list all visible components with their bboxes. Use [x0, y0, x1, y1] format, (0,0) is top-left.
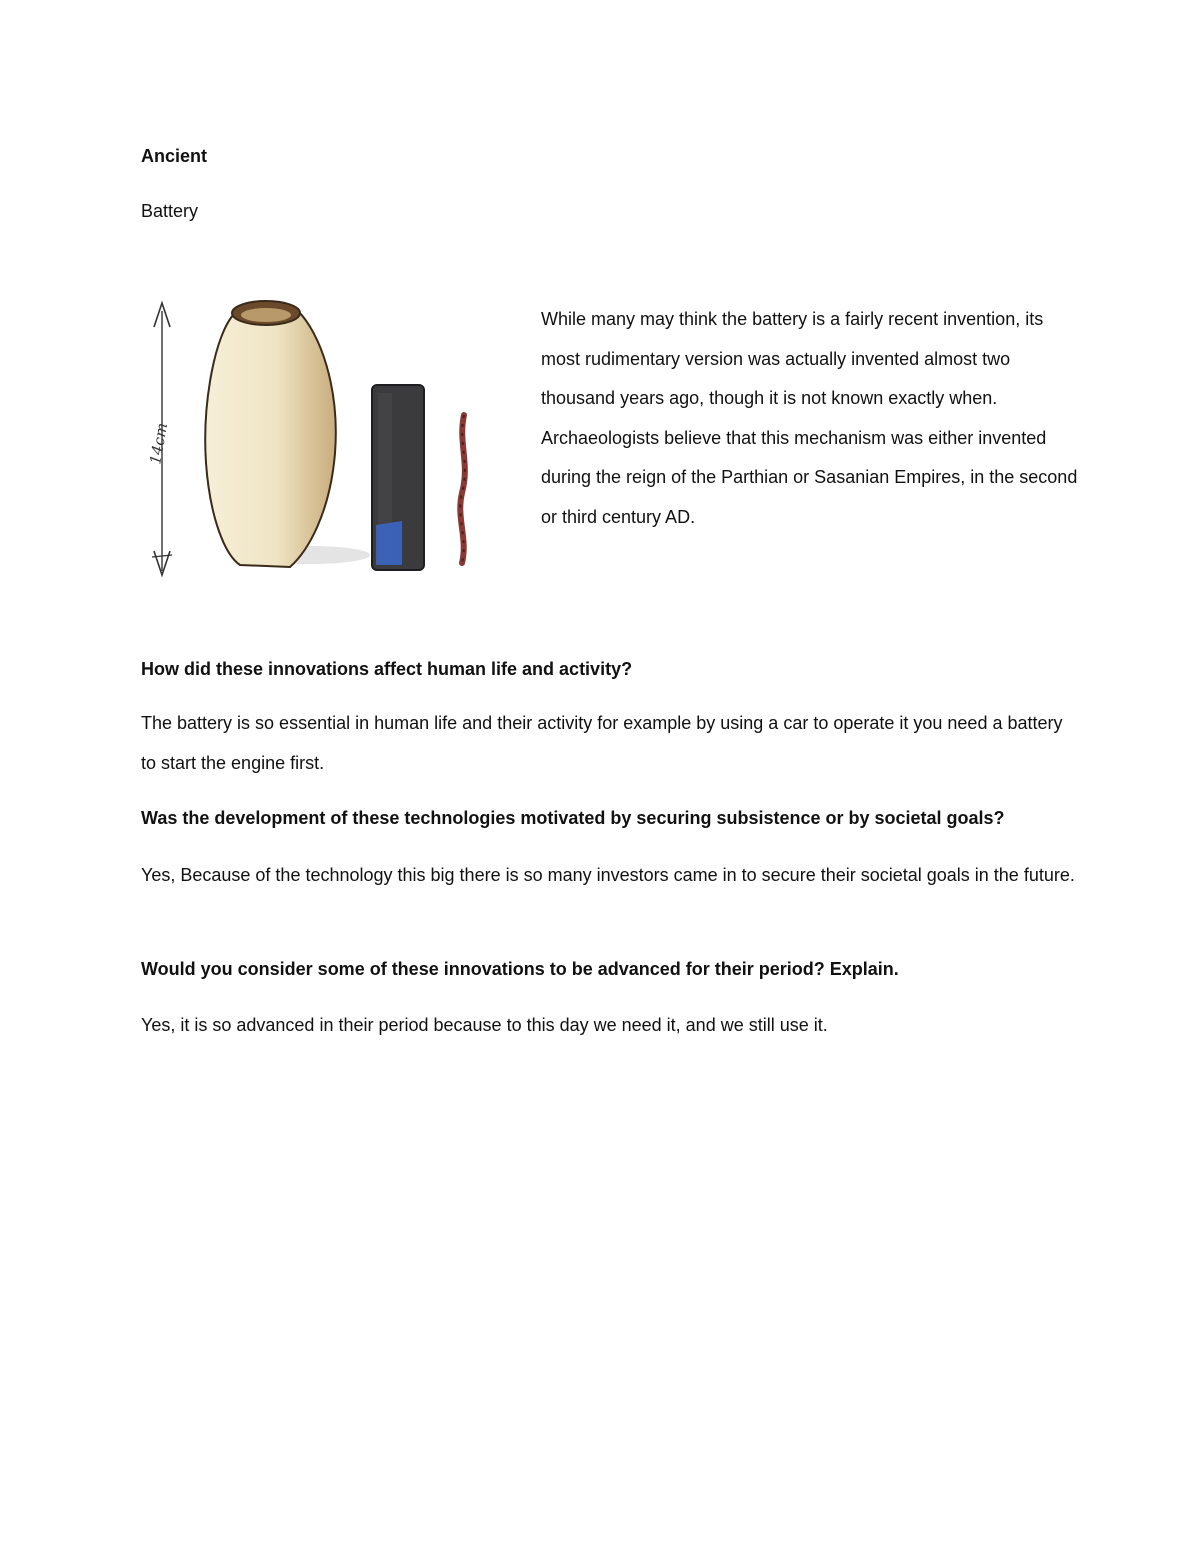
intro-paragraph: While many may think the battery is a fairly recent invention, its most rudimentary version was actually invented almost two thousand years ago, though it is not known exactly when. Archaeologists believe that this mechanism was either invented during the reign of the Parthian or Sasanian Empires, in the second or third century AD.: [541, 309, 1078, 527]
document-title: Ancient: [141, 146, 208, 166]
answer-3: Yes, it is so advanced in their period because to this day we need it, and we still use it.: [141, 1015, 828, 1035]
answer-2: Yes, Because of the technology this big there is so many investors came in to secure their societal goals in the future.: [141, 865, 1075, 885]
answer-1: The battery is so essential in human life and their activity for example by using a car to operate it you need a battery to start the engine first.: [141, 713, 1063, 773]
baghdad-battery-drawing-icon: [140, 293, 520, 583]
baghdad-battery-illustration: [140, 293, 520, 583]
question-3: Would you consider some of these innovations to be advanced for their period? Explain.: [141, 959, 899, 979]
question-1: How did these innovations affect human life and activity?: [141, 659, 633, 679]
document-subtitle: Battery: [141, 201, 199, 221]
measurement-label: 14cm: [146, 421, 172, 466]
question-2: Was the development of these technologies motivated by securing subsistence or by societal goals?: [141, 808, 1005, 828]
